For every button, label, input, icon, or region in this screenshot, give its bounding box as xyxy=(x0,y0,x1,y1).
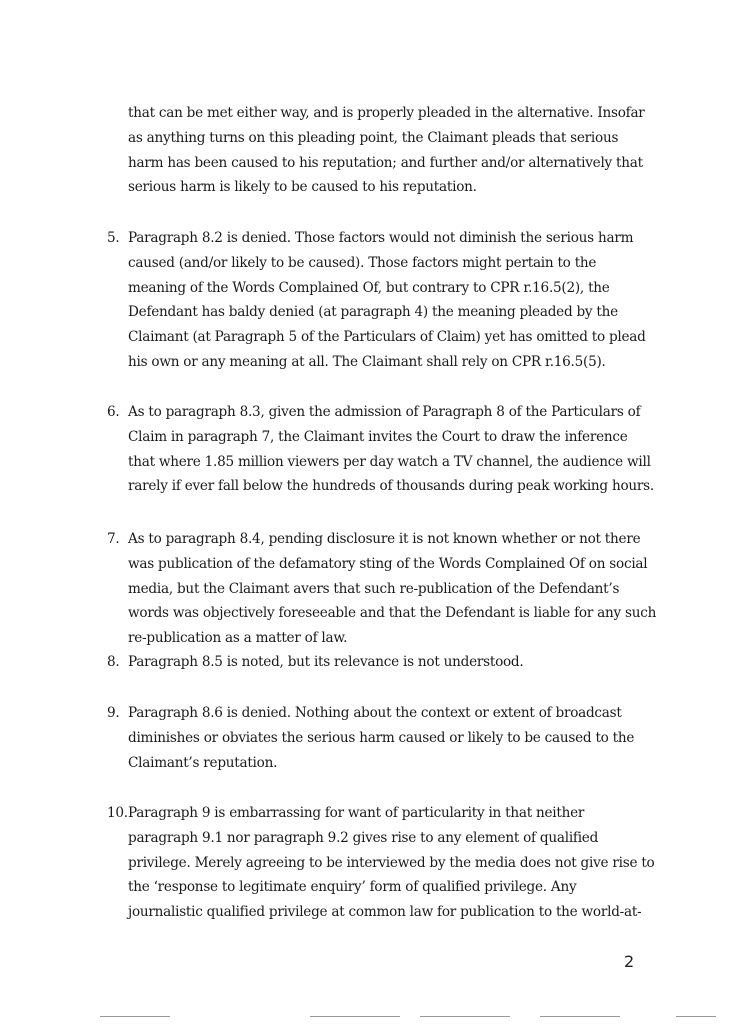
paragraph-line: the ‘response to legitimate enquiry’ form of qualified privilege. Any xyxy=(128,879,577,896)
scan-edge-mark xyxy=(676,1016,716,1017)
paragraph-line: serious harm is likely to be caused to his reputation. xyxy=(128,179,477,196)
paragraph-line: that can be met either way, and is properly pleaded in the alternative. Insofar xyxy=(128,105,645,121)
paragraph xyxy=(107,650,647,675)
paragraph-number: 6. xyxy=(107,404,120,420)
paragraph-line: journalistic qualified privilege at common law for publication to the world-at- xyxy=(128,904,642,921)
paragraph-line: that where 1.85 million viewers per day watch a TV channel, the audience will xyxy=(128,453,651,470)
paragraph-line: paragraph 9.1 nor paragraph 9.2 gives rise to any element of qualified xyxy=(128,829,599,846)
paragraph-line: re-publication as a matter of law. xyxy=(128,630,348,647)
page-number: 2 xyxy=(624,952,635,971)
paragraph-line: media, but the Claimant avers that such re-publication of the Defendant’s xyxy=(128,580,620,597)
paragraph-line: Paragraph 8.5 is noted, but its relevance is not understood. xyxy=(128,654,524,670)
paragraph-number: 7. xyxy=(107,531,120,547)
paragraph-line: was publication of the defamatory sting of the Words Complained Of on social xyxy=(128,555,648,572)
paragraph-line: his own or any meaning at all. The Claimant shall rely on CPR r.16.5(5). xyxy=(128,353,606,370)
paragraph-line: meaning of the Words Complained Of, but contrary to CPR r.16.5(2), the xyxy=(128,279,610,296)
scan-edge-mark xyxy=(310,1016,400,1017)
paragraph xyxy=(107,400,654,499)
scan-edge-mark xyxy=(100,1016,170,1017)
paragraph-line: as anything turns on this pleading point, the Claimant pleads that serious xyxy=(128,129,619,146)
paragraph-line: harm has been caused to his reputation; and further and/or alternatively that xyxy=(128,154,643,171)
paragraph xyxy=(107,527,657,651)
paragraph-number: 8. xyxy=(107,654,120,670)
paragraph-line: As to paragraph 8.4, pending disclosure it is not known whether or not there xyxy=(128,531,641,547)
paragraph xyxy=(107,226,647,375)
paragraph-line: Claimant’s reputation. xyxy=(128,754,278,771)
paragraph-line: diminishes or obviates the serious harm caused or likely to be caused to the xyxy=(128,729,635,746)
paragraph-number: 10. xyxy=(107,805,128,821)
paragraph-line: caused (and/or likely to be caused). Those factors might pertain to the xyxy=(128,254,597,271)
paragraph-line: Claim in paragraph 7, the Claimant invites the Court to draw the inference xyxy=(128,428,628,445)
paragraph-number: 5. xyxy=(107,230,120,246)
paragraph-line: Paragraph 8.2 is denied. Those factors would not diminish the serious harm xyxy=(128,230,634,246)
paragraph-line: words was objectively foreseeable and that the Defendant is liable for any such xyxy=(128,605,657,622)
paragraph-number: 9. xyxy=(107,705,120,721)
paragraph-line: Defendant has baldy denied (at paragraph 4) the meaning pleaded by the xyxy=(128,304,618,321)
paragraph-line: privilege. Merely agreeing to be interviewed by the media does not give rise to xyxy=(128,854,655,871)
paragraph-line: rarely if ever fall below the hundreds of thousands during peak working hours. xyxy=(128,478,654,495)
paragraph-line: Paragraph 9 is embarrassing for want of particularity in that neither xyxy=(128,805,585,821)
paragraph-line: Paragraph 8.6 is denied. Nothing about the context or extent of broadcast xyxy=(128,705,622,721)
scan-edge-mark xyxy=(540,1016,620,1017)
paragraph-line: As to paragraph 8.3, given the admission of Paragraph 8 of the Particulars of xyxy=(128,404,641,420)
paragraph xyxy=(107,101,647,200)
paragraph-line: Claimant (at Paragraph 5 of the Particulars of Claim) yet has omitted to plead xyxy=(128,329,646,346)
paragraph xyxy=(107,801,655,925)
paragraph xyxy=(107,701,647,775)
scan-edge-mark xyxy=(420,1016,510,1017)
